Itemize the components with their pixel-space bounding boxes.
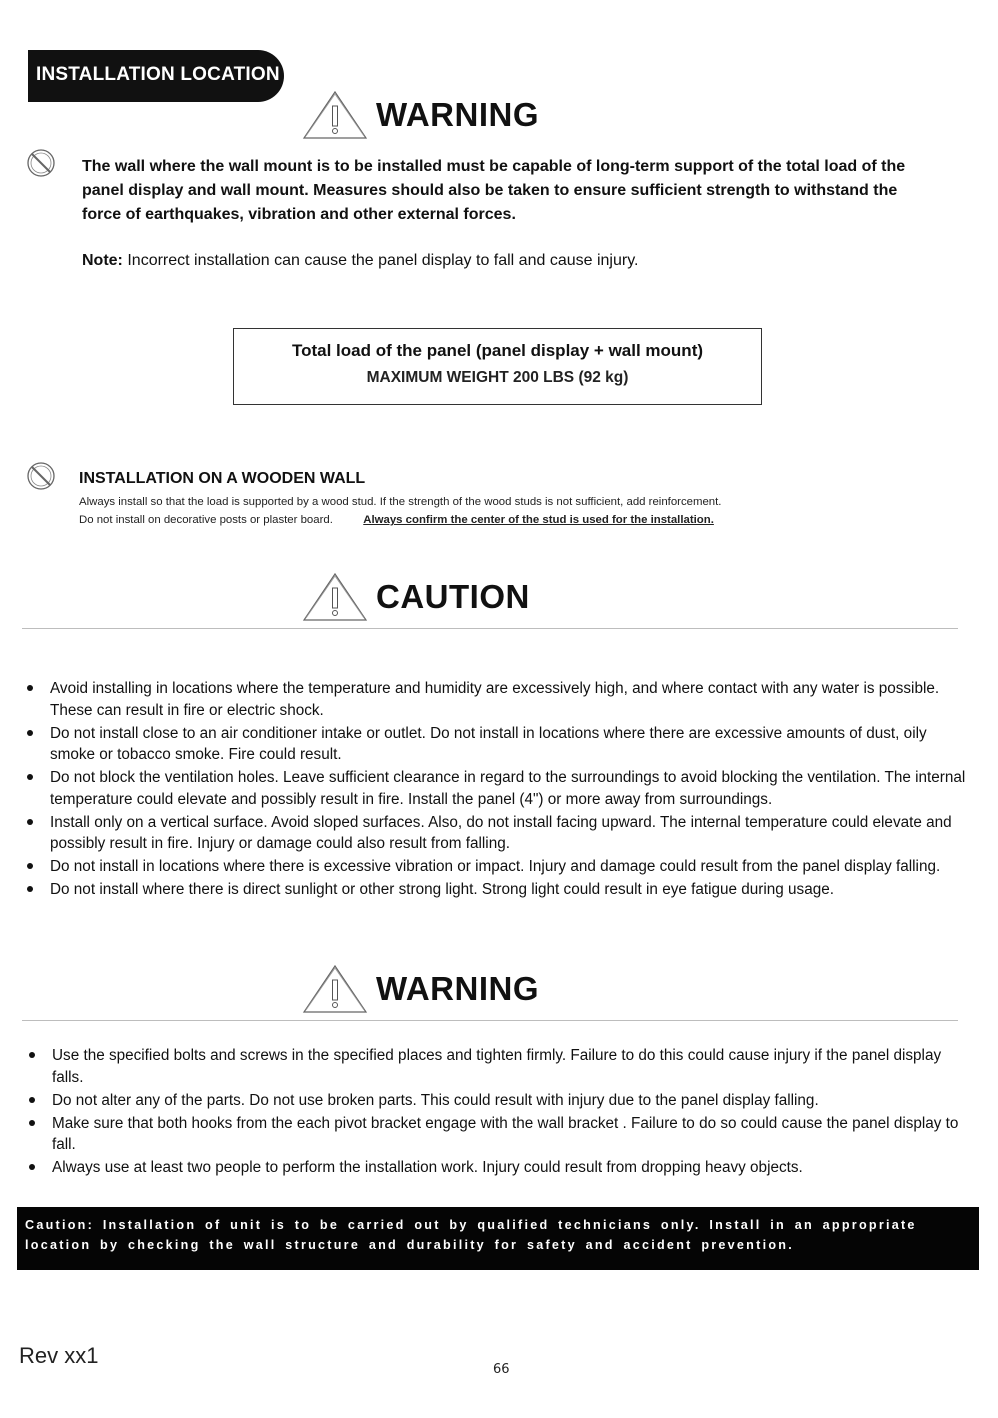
caution-heading xyxy=(302,572,530,622)
caution-triangle-icon xyxy=(302,572,368,622)
list-item: Use the specified bolts and screws in the specified places and tighten firmly. Failure to do this could cause injury if the panel display falls. xyxy=(23,1045,968,1088)
prohibition-icon xyxy=(25,460,57,492)
installation-note xyxy=(82,252,638,270)
note-label: Note: xyxy=(82,252,123,269)
divider xyxy=(22,628,958,629)
list-item: Do not install close to an air conditioner intake or outlet. Do not install in locations where there are excessive amounts of dust, oily smoke or tobacco smoke. Fire could result. xyxy=(21,723,971,766)
section-tab-label: INSTALLATION LOCATION xyxy=(36,64,280,85)
total-load-title: Total load of the panel (panel display + wall mount) xyxy=(291,341,704,360)
warning-heading-bottom xyxy=(302,964,539,1014)
list-item: Avoid installing in locations where the temperature and humidity are excessively high, and where contact with any water is possible. These can result in fire or electric shock. xyxy=(21,678,971,721)
wooden-wall-line-2 xyxy=(79,511,714,529)
warning-heading-text: WARNING xyxy=(376,96,539,133)
caution-banner: Caution: Installation of unit is to be carried out by qualified technicians only. Install in an appropriate location by checking the wall structure and durability for safety and accident prevention. xyxy=(17,1207,979,1270)
warning-heading-text: WARNING xyxy=(376,970,539,1007)
caution-heading-text: CAUTION xyxy=(376,578,530,615)
stud-center-emphasis: Always confirm the center of the stud is used for the installation. xyxy=(363,514,714,526)
page-number: 66 xyxy=(493,1362,510,1377)
list-item: Install only on a vertical surface. Avoid sloped surfaces. Also, do not install facing upward. The internal temperature could elevate and possibly result in fire. Injury or damage could also result from falling. xyxy=(21,812,971,855)
warning-triangle-icon xyxy=(302,90,368,140)
total-load-box xyxy=(233,328,762,405)
list-item: Do not alter any of the parts. Do not use broken parts. This could result with injury due to the panel display falling. xyxy=(23,1090,968,1112)
list-item: Always use at least two people to perform the installation work. Injury could result from dropping heavy objects. xyxy=(23,1157,968,1179)
wall-load-requirement: The wall where the wall mount is to be installed must be capable of long-term support of the total load of the panel display and wall mount. Measures should also be taken to ensure sufficient strength to withstand the force of earthquakes, vibration and other external forces. xyxy=(82,158,906,223)
wooden-wall-line-2-text: Do not install on decorative posts or plaster board. xyxy=(79,514,333,526)
warning-triangle-icon xyxy=(302,964,368,1014)
prohibition-icon xyxy=(25,147,57,179)
caution-list xyxy=(21,678,971,902)
warning-list xyxy=(23,1045,968,1180)
list-item: Do not install in locations where there is excessive vibration or impact. Injury and damage could result from the panel display falling. xyxy=(21,856,971,878)
wooden-wall-title: INSTALLATION ON A WOODEN WALL xyxy=(79,470,366,487)
section-tab xyxy=(28,50,284,102)
list-item: Do not block the ventilation holes. Leave sufficient clearance in regard to the surroundings to avoid blocking the ventilation. The internal temperature could elevate and possibly result in fire. Install the panel (4") or more away from surroundings. xyxy=(21,767,971,810)
note-text: Incorrect installation can cause the panel display to fall and cause injury. xyxy=(127,252,639,269)
list-item: Do not install where there is direct sunlight or other strong light. Strong light could result in eye fatigue during usage. xyxy=(21,879,971,901)
wooden-wall-line-1: Always install so that the load is supported by a wood stud. If the strength of the wood studs is not sufficient, add reinforcement. xyxy=(79,496,722,508)
divider xyxy=(22,1020,958,1021)
revision-label: Rev xx1 xyxy=(19,1343,99,1368)
warning-heading-top xyxy=(302,90,539,140)
list-item: Make sure that both hooks from the each pivot bracket engage with the wall bracket . Failure to do so could cause the panel display to fall. xyxy=(23,1113,968,1156)
maximum-weight: MAXIMUM WEIGHT 200 LBS (92 kg) xyxy=(366,369,629,386)
